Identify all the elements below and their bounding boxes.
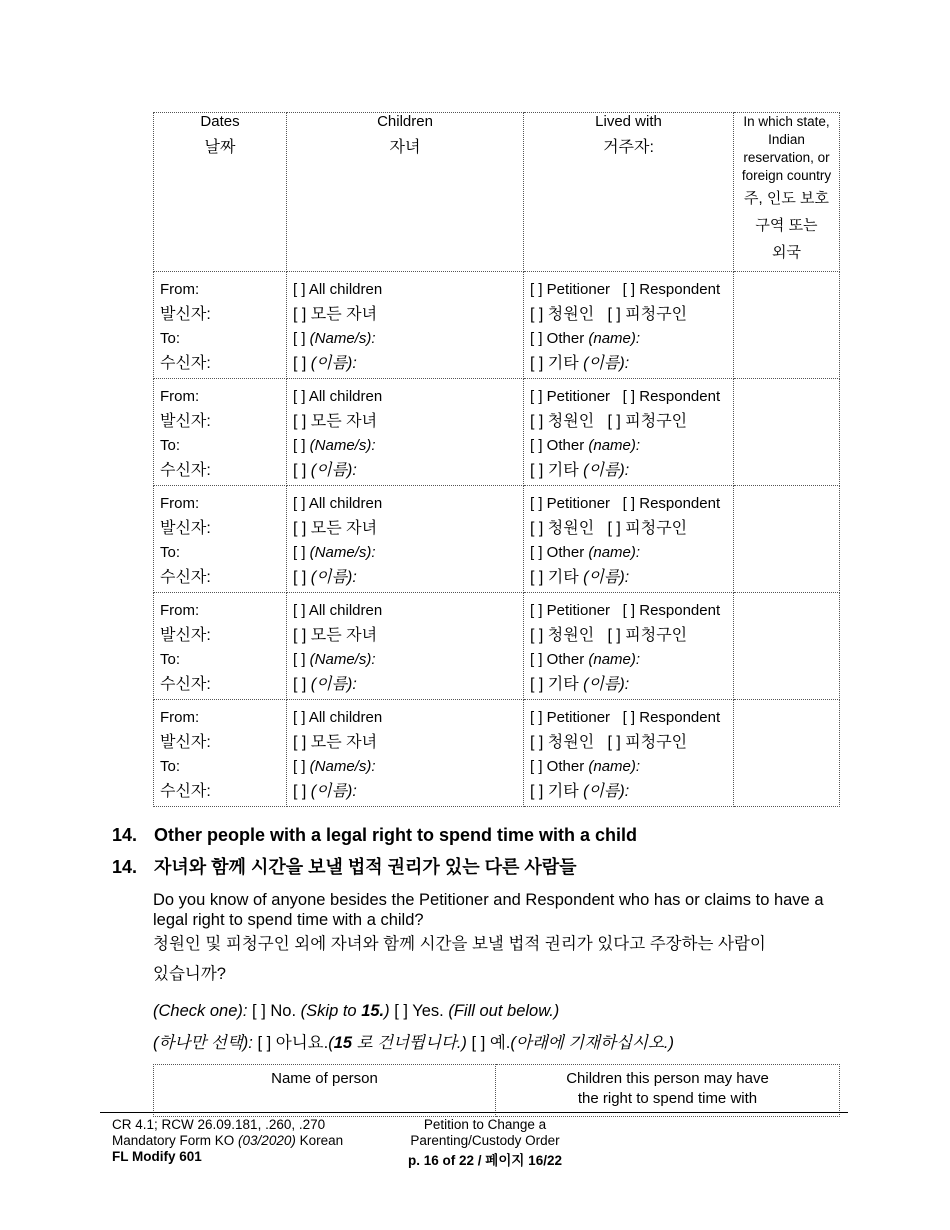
table-header-row: [154, 113, 840, 272]
names-ko-checkbox[interactable]: [ ] (이름):: [293, 461, 357, 479]
names-checkbox[interactable]: [ ] (Name/s):: [293, 758, 376, 775]
table-row: [154, 486, 840, 593]
all-children-checkbox[interactable]: [ ] All children: [293, 709, 383, 726]
yes-ko-checkbox[interactable]: [ ] 예.: [466, 1034, 511, 1052]
dates-cell[interactable]: From: 발신자: To: 수신자:: [160, 495, 211, 586]
table-row: [154, 593, 840, 700]
residence-history-table: [153, 112, 840, 807]
header-state: In which state, Indian reservation, or foreign country 주, 인도 보호 구역 또는 외국: [734, 113, 840, 272]
dates-cell[interactable]: From: 발신자: To: 수신자:: [160, 602, 211, 693]
question-ko-line1: 청원인 및 피청구인 외에 자녀와 함께 시간을 보낼 법적 권리가 있다고 주장하는 사람이: [153, 935, 766, 953]
petitioner-ko-checkbox[interactable]: [ ] 청원인: [530, 626, 595, 644]
table-row: [154, 272, 840, 379]
children-cell: [287, 700, 523, 804]
other-ko-checkbox[interactable]: [ ] 기타 (이름):: [530, 461, 630, 479]
all-children-checkbox[interactable]: [ ] All children: [293, 495, 383, 512]
respondent-ko-checkbox[interactable]: [ ] 피청구인: [607, 626, 688, 644]
footer-left: CR 4.1; RCW 26.09.181, .260, .270 Mandatory Form KO (03/2020) Korean FL Modify 601: [112, 1117, 344, 1164]
children-cell: [287, 379, 523, 483]
all-children-ko-checkbox[interactable]: [ ] 모든 자녀: [293, 305, 378, 323]
other-checkbox[interactable]: [ ] Other (name):: [530, 544, 641, 561]
children-cell: [287, 272, 523, 376]
petitioner-ko-checkbox[interactable]: [ ] 청원인: [530, 519, 595, 537]
other-checkbox[interactable]: [ ] Other (name):: [530, 651, 641, 668]
other-ko-checkbox[interactable]: [ ] 기타 (이름):: [530, 568, 630, 586]
petitioner-checkbox[interactable]: [ ] Petitioner: [530, 281, 611, 298]
all-children-checkbox[interactable]: [ ] All children: [293, 602, 383, 619]
all-children-checkbox[interactable]: [ ] All children: [293, 281, 383, 298]
yes-checkbox[interactable]: [ ] Yes.: [389, 1002, 449, 1020]
no-checkbox[interactable]: [ ] No.: [247, 1002, 301, 1020]
state-cell[interactable]: [734, 486, 840, 593]
all-children-ko-checkbox[interactable]: [ ] 모든 자녀: [293, 626, 378, 644]
check-one-en: (Check one): [ ] No. (Skip to 15.) [ ] Yes. (Fill out below.): [153, 1002, 560, 1020]
petitioner-checkbox[interactable]: [ ] Petitioner: [530, 388, 611, 405]
lived-with-cell: [524, 486, 733, 590]
names-checkbox[interactable]: [ ] (Name/s):: [293, 651, 376, 668]
all-children-ko-checkbox[interactable]: [ ] 모든 자녀: [293, 412, 378, 430]
petitioner-ko-checkbox[interactable]: [ ] 청원인: [530, 305, 595, 323]
other-ko-checkbox[interactable]: [ ] 기타 (이름):: [530, 782, 630, 800]
table-row: [154, 700, 840, 807]
header-dates: Dates 날짜: [154, 113, 287, 272]
header-children-right: Children this person may have the right to spend time with: [496, 1065, 840, 1117]
state-cell[interactable]: [734, 379, 840, 486]
respondent-checkbox[interactable]: [ ] Respondent: [622, 388, 721, 405]
dates-cell[interactable]: From: 발신자: To: 수신자:: [160, 281, 211, 372]
respondent-ko-checkbox[interactable]: [ ] 피청구인: [607, 305, 688, 323]
other-ko-checkbox[interactable]: [ ] 기타 (이름):: [530, 675, 630, 693]
dates-cell[interactable]: From: 발신자: To: 수신자:: [160, 388, 211, 479]
respondent-checkbox[interactable]: [ ] Respondent: [622, 281, 721, 298]
other-checkbox[interactable]: [ ] Other (name):: [530, 758, 641, 775]
names-ko-checkbox[interactable]: [ ] (이름):: [293, 782, 357, 800]
lived-with-cell: [524, 700, 733, 804]
header-name-of-person: Name of person: [154, 1065, 496, 1117]
all-children-ko-checkbox[interactable]: [ ] 모든 자녀: [293, 733, 378, 751]
names-ko-checkbox[interactable]: [ ] (이름):: [293, 675, 357, 693]
all-children-checkbox[interactable]: [ ] All children: [293, 388, 383, 405]
children-cell: [287, 593, 523, 697]
names-checkbox[interactable]: [ ] (Name/s):: [293, 544, 376, 561]
table-row: [154, 379, 840, 486]
section-14-title-ko: 14. 자녀와 함께 시간을 보낼 법적 권리가 있는 다른 사람들: [112, 857, 577, 877]
names-checkbox[interactable]: [ ] (Name/s):: [293, 437, 376, 454]
other-people-table: [153, 1064, 840, 1117]
petitioner-ko-checkbox[interactable]: [ ] 청원인: [530, 733, 595, 751]
respondent-ko-checkbox[interactable]: [ ] 피청구인: [607, 412, 688, 430]
names-checkbox[interactable]: [ ] (Name/s):: [293, 330, 376, 347]
respondent-checkbox[interactable]: [ ] Respondent: [622, 709, 721, 726]
names-ko-checkbox[interactable]: [ ] (이름):: [293, 354, 357, 372]
petitioner-checkbox[interactable]: [ ] Petitioner: [530, 602, 611, 619]
petitioner-checkbox[interactable]: [ ] Petitioner: [530, 709, 611, 726]
dates-cell[interactable]: From: 발신자: To: 수신자:: [160, 709, 211, 800]
question-ko-line2: 있습니까?: [153, 965, 226, 983]
children-cell: [287, 486, 523, 590]
page-number: p. 16 of 22 / 페이지 16/22: [408, 1153, 562, 1168]
lived-with-cell: [524, 272, 733, 376]
header-children: Children 자녀: [287, 113, 524, 272]
state-cell[interactable]: [734, 272, 840, 379]
section-14-title-en: 14. Other people with a legal right to spend time with a child: [112, 825, 638, 845]
respondent-checkbox[interactable]: [ ] Respondent: [622, 602, 721, 619]
other-ko-checkbox[interactable]: [ ] 기타 (이름):: [530, 354, 630, 372]
respondent-checkbox[interactable]: [ ] Respondent: [622, 495, 721, 512]
petitioner-ko-checkbox[interactable]: [ ] 청원인: [530, 412, 595, 430]
other-checkbox[interactable]: [ ] Other (name):: [530, 330, 641, 347]
question-en: Do you know of anyone besides the Petitioner and Respondent who has or claims to have a legal right to spend time with a child?: [153, 891, 824, 929]
state-cell[interactable]: [734, 593, 840, 700]
check-one-ko: (하나만 선택): [ ] 아니요.(15 로 건너뜁니다.) [ ] 예.(아래에 기재하십시오.): [153, 1034, 674, 1052]
petitioner-checkbox[interactable]: [ ] Petitioner: [530, 495, 611, 512]
lived-with-cell: [524, 379, 733, 483]
header-lived-with: Lived with 거주자:: [524, 113, 734, 272]
other-checkbox[interactable]: [ ] Other (name):: [530, 437, 641, 454]
respondent-ko-checkbox[interactable]: [ ] 피청구인: [607, 733, 688, 751]
names-ko-checkbox[interactable]: [ ] (이름):: [293, 568, 357, 586]
lived-with-cell: [524, 593, 733, 697]
respondent-ko-checkbox[interactable]: [ ] 피청구인: [607, 519, 688, 537]
footer-divider: [100, 1112, 848, 1113]
footer-center: Petition to Change a Parenting/Custody Order p. 16 of 22 / 페이지 16/22: [380, 1117, 590, 1169]
all-children-ko-checkbox[interactable]: [ ] 모든 자녀: [293, 519, 378, 537]
no-ko-checkbox[interactable]: [ ] 아니요.: [252, 1034, 329, 1052]
state-cell[interactable]: [734, 700, 840, 807]
